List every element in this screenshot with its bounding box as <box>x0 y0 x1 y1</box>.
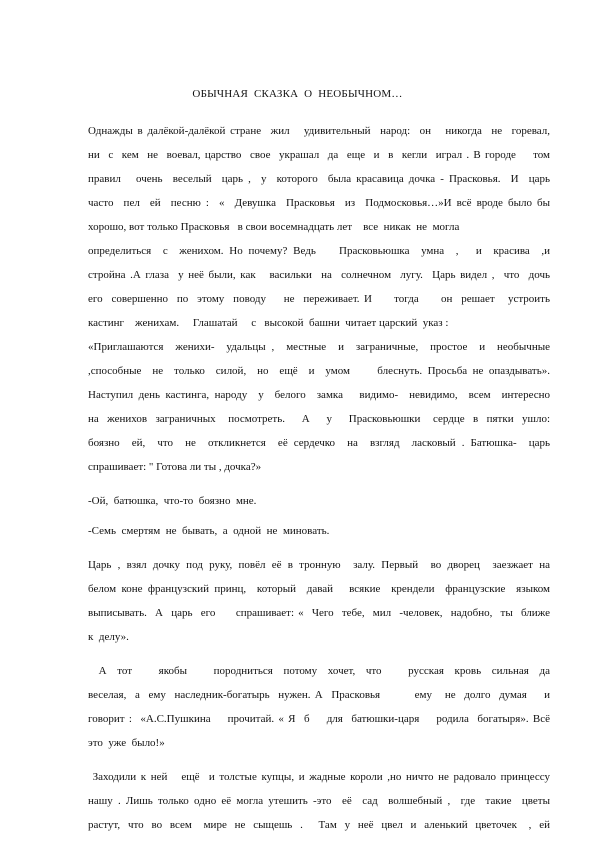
paragraph-line: -Семь смертям не бывать, а одной не миновать. <box>88 525 330 537</box>
paragraph-line: Однажды в далёкой-далёкой стране жил удивительный народ: он никогда не горевал, <box>88 125 550 137</box>
paragraph-line: хорошо, вот только Прасковья в свои восемнадцать лет все никак не могла <box>88 221 460 233</box>
paragraph-line: боязно ей, что не откликнется её сердечко на взгляд ласковый . Батюшка- царь <box>88 437 550 449</box>
paragraph-line: веселая, а ему наследник-богатырь нужен. А Прасковья ему не долго думая и <box>88 689 550 701</box>
paragraph-line: спрашивает: " Готова ли ты , дочка?» <box>88 461 262 473</box>
paragraph-line: к делу». <box>88 631 129 643</box>
paragraph-line: кастинг женихам. Глашатай с высокой башни читает царский указ : <box>88 317 449 329</box>
paragraph-line: Наступил день кастинга, народу у белого замка видимо- невидимо, всем интересно <box>88 389 550 401</box>
paragraph-line: ,способные не только силой, но ещё и умом блеснуть. Просьба не опаздывать». <box>88 365 550 377</box>
paragraph-line: определиться с женихом. Но почему? Ведь Прасковьюшка умна , и красива ,и <box>88 245 550 257</box>
paragraph-line: А тот якобы породниться потому хочет, что русская кровь сильная да <box>88 665 550 677</box>
paragraph-line: Царь , взял дочку под руку, повёл её в тронную залу. Первый во дворец заезжает на <box>88 559 550 571</box>
document-title: ОБЫЧНАЯ СКАЗКА О НЕОБЫЧНОМ… <box>192 88 403 100</box>
paragraph-line: белом коне французский принц, который давай всякие крендели французские языком <box>88 583 550 595</box>
paragraph-line: Заходили к ней ещё и толстые купцы, и жадные короли ,но ничто не радовало принцессу <box>88 771 550 783</box>
paragraph-line: стройна .А глаза у неё были, как васильки на солнечном лугу. Царь видел , что дочь <box>88 269 550 281</box>
paragraph-line: нашу . Лишь только одно её могла утешить -это её сад волшебный , где такие цветы <box>88 795 550 807</box>
paragraph-line: ни с кем не воевал, царство свое украшал да еще и в кегли играл . В городе том <box>88 149 550 161</box>
paragraph-line: «Приглашаются женихи- удальцы , местные и заграничные, простое и необычные <box>88 341 550 353</box>
paragraph-line: выписывать. А царь его спрашивает: « Чего тебе, мил -человек, надобно, ты ближе <box>88 607 550 619</box>
paragraph-line: растут, что во всем мире не сыщешь . Там у неё цвел и аленький цветочек , ей <box>88 819 550 831</box>
paragraph-line: правил очень веселый царь , у которого была красавица дочка - Прасковья. И царь <box>88 173 550 185</box>
paragraph-line: его совершенно по этому поводу не переживает. И тогда он решает устроить <box>88 293 550 305</box>
paragraph-line: -Ой, батюшка, что-то боязно мне. <box>88 495 257 507</box>
paragraph-line: это уже было!» <box>88 737 165 749</box>
paragraph-line: говорит : «А.С.Пушкина прочитай. « Я б для батюшки-царя родила богатыря». Всё <box>88 713 550 725</box>
paragraph-line: на женихов заграничных посмотреть. А у Прасковьюшки сердце в пятки ушло: <box>88 413 550 425</box>
paragraph-line: часто пел ей песню : « Девушка Прасковья из Подмосковья…»И всё вроде было бы <box>88 197 550 209</box>
